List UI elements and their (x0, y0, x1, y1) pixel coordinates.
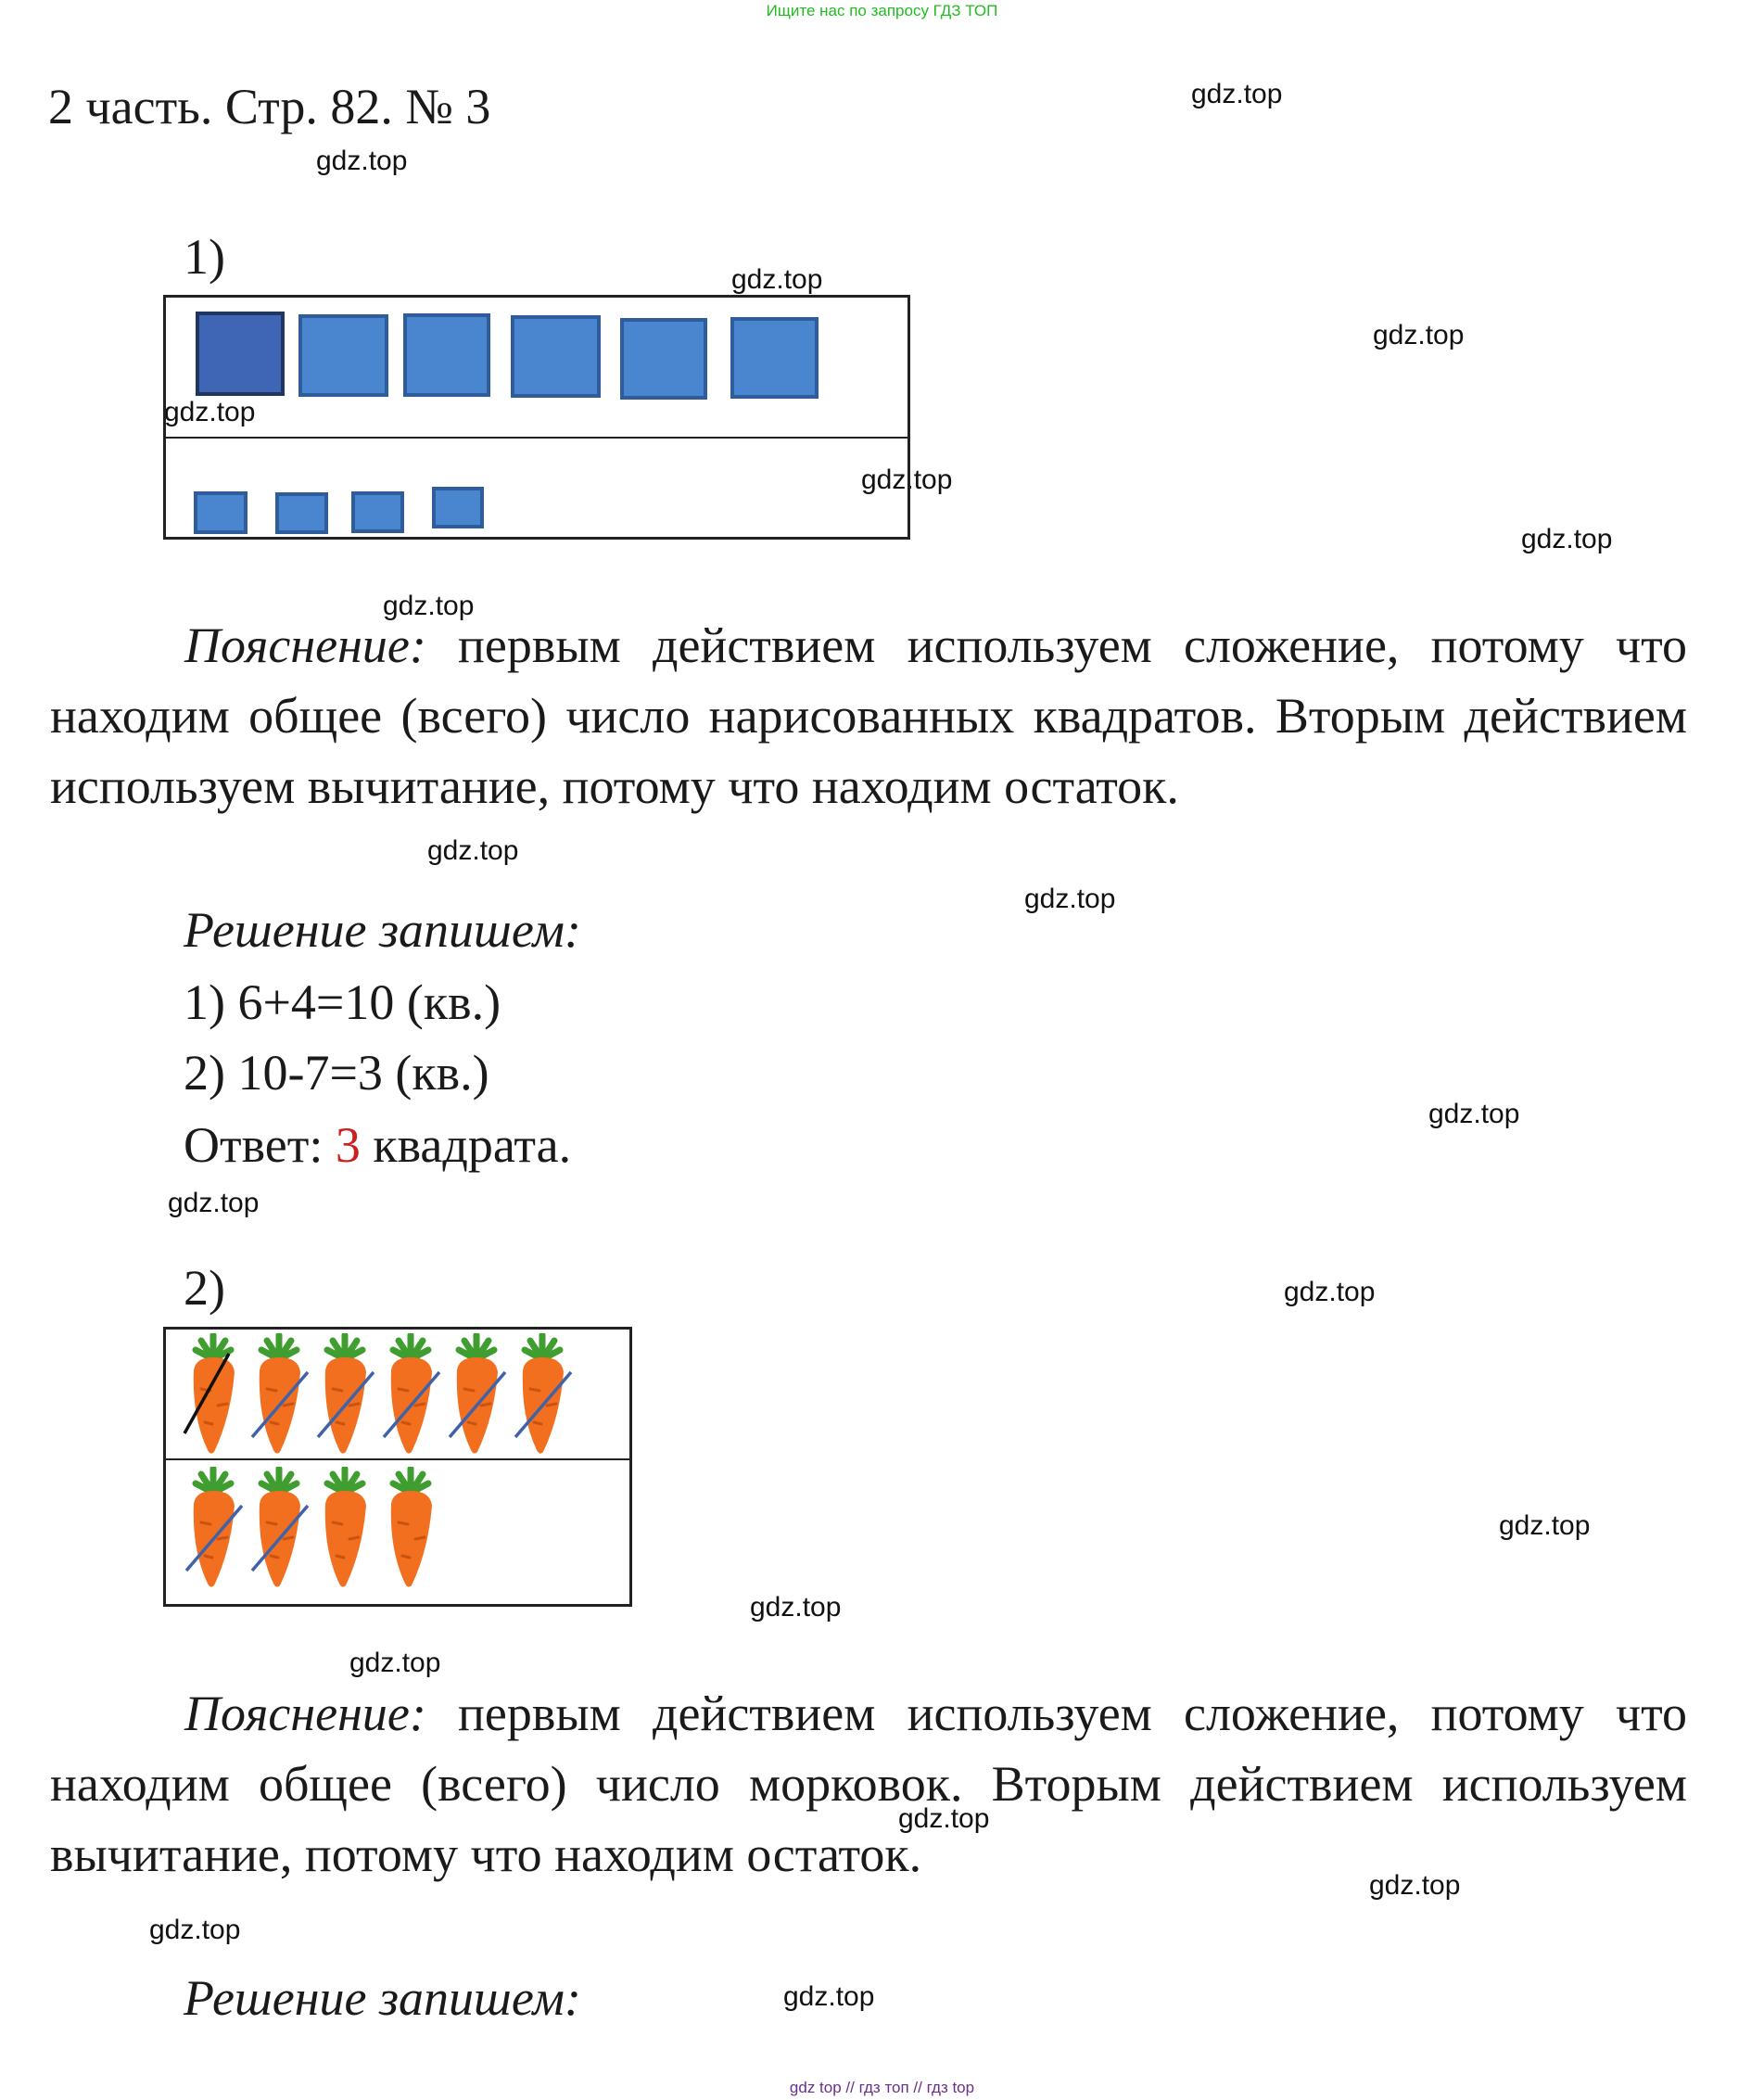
watermark: gdz.top (349, 1648, 441, 1678)
watermark: gdz.top (1499, 1510, 1591, 1541)
task1-label: 1) (184, 229, 225, 285)
square (196, 312, 285, 396)
watermark: gdz.top (1024, 884, 1116, 914)
explanation-2 (50, 1678, 1687, 1890)
carrots-diagram (163, 1327, 632, 1607)
carrot-icon (512, 1333, 573, 1458)
watermark: gdz.top (783, 1981, 875, 2012)
carrot-icon (183, 1333, 244, 1458)
watermark: gdz.top (149, 1915, 241, 1945)
watermark: gdz.top (861, 465, 953, 495)
watermark: gdz.top (898, 1803, 990, 1834)
carrot-icon (248, 1333, 310, 1458)
top-banner[interactable]: Ищите нас по запросу ГДЗ ТОП (766, 2, 998, 19)
carrot-icon (380, 1333, 441, 1458)
watermark: gdz.top (750, 1592, 842, 1623)
answer-value: 3 (335, 1117, 361, 1173)
small-square (194, 491, 247, 534)
solution-heading: Решение запишем: (184, 902, 581, 958)
explanation-lead: Пояснение: (184, 1686, 426, 1741)
square (730, 317, 819, 399)
squares-diagram (163, 295, 910, 540)
square (511, 315, 601, 398)
answer-prefix: Ответ: (184, 1117, 336, 1173)
explanation-lead: Пояснение: (184, 617, 426, 673)
answer-suffix: квадрата. (360, 1117, 572, 1173)
carrot-icon (446, 1333, 507, 1458)
explanation-1 (50, 610, 1687, 821)
watermark: gdz.top (1369, 1870, 1461, 1901)
carrot-icon (183, 1467, 244, 1592)
watermark: gdz.top (316, 146, 408, 176)
watermark: gdz.top (731, 264, 823, 295)
carrot-icon (380, 1467, 441, 1592)
task2-label: 2) (184, 1260, 225, 1316)
small-square (351, 491, 404, 533)
page-title: 2 часть. Стр. 82. № 3 (48, 79, 491, 134)
watermark: gdz.top (1428, 1099, 1520, 1129)
explanation-text: первым действием используем сложение, потому что находим общее (всего) число морковок. Вторым действием используем вычитание, потому что находим остаток. (50, 1686, 1687, 1882)
carrot-icon (248, 1467, 310, 1592)
watermark: gdz.top (1521, 524, 1613, 554)
square (620, 318, 707, 400)
watermark: gdz.top (164, 397, 256, 427)
square (403, 313, 490, 397)
watermark: gdz.top (383, 591, 475, 621)
diagram-divider (166, 437, 907, 439)
solution-step-1: 1) 6+4=10 (кв.) (184, 974, 501, 1030)
solution-step-2: 2) 10-7=3 (кв.) (184, 1045, 489, 1101)
small-square (275, 492, 328, 534)
carrot-area (166, 1330, 629, 1604)
answer-line (184, 1117, 572, 1173)
solution-heading-2: Решение запишем: (184, 1970, 581, 2026)
watermark: gdz.top (1373, 320, 1465, 350)
watermark: gdz.top (168, 1188, 260, 1218)
watermark: gdz.top (1191, 79, 1283, 109)
explanation-text: первым действием используем сложение, потому что находим общее (всего) число нарисованных квадратов. Вторым действием используем вычитание, потому что находим остаток. (50, 617, 1687, 814)
small-square (432, 487, 484, 528)
bottom-banner[interactable]: gdz top // гдз топ // гдз top (789, 2079, 975, 2096)
watermark: gdz.top (427, 835, 519, 866)
square (298, 314, 388, 397)
watermark: gdz.top (1284, 1277, 1376, 1307)
carrot-icon (314, 1333, 375, 1458)
carrot-icon (314, 1467, 375, 1592)
